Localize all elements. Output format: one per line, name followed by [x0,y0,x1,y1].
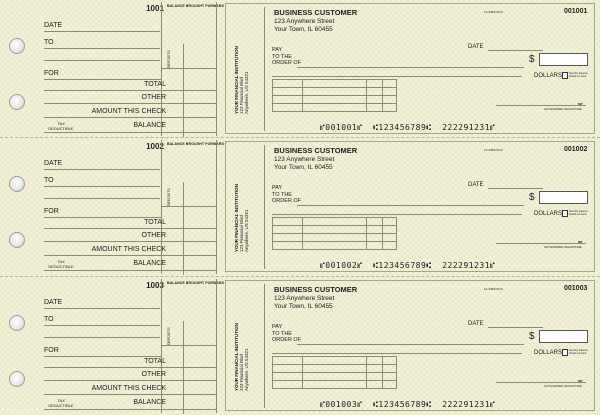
stub-date-line[interactable] [44,308,160,309]
stub-total-line [44,367,216,368]
balance-brought-forward-label: BALANCE BROUGHT FORWARD [167,142,225,146]
balance-brought-forward-label: BALANCE BROUGHT FORWARD [167,4,225,8]
mp-label: MP [578,240,583,244]
stub-for-label: FOR [44,347,59,354]
mp-label: MP [578,379,583,383]
tax-deductible-label: TAX DEDUCTIBLE [48,398,74,408]
check-date-line[interactable] [488,327,543,328]
customer-address: 123 Anywhere Street [274,156,335,163]
dollar-sign: $ [529,54,535,65]
binder-hole-icon [9,176,25,192]
amount-box[interactable] [539,330,588,343]
binder-hole-icon [9,232,25,248]
deposits-label: DEPOSITS [167,188,171,206]
stub-date-label: DATE [44,299,63,306]
pay-label: PAY [272,324,283,330]
binder-hole-icon [9,371,25,387]
routing-fraction: 12-3456/7210 [484,10,503,14]
pay-to-label [272,47,301,67]
bank-block [234,26,262,114]
payee-line[interactable] [297,205,524,206]
binder-hole-icon [9,38,25,54]
stub-balance-line [44,409,216,410]
stub-amount-line [44,117,216,118]
check-date-label: DATE [468,44,484,50]
dollars-label: DOLLARS [534,211,563,217]
micr-line: ⑈001001⑈ ⑆123456789⑆ 222291231⑈ [320,123,496,132]
stub-for-line[interactable] [44,79,161,80]
amount-words-line[interactable] [272,214,522,215]
stub-amount-label: AMOUNT THIS CHECK [91,108,166,115]
customer-city: Your Town, IL 60455 [274,303,333,310]
order-of-label: ORDER OF [272,337,302,343]
bank-city: Anywhere, US 54321 [244,348,249,391]
micr-line: ⑈001003⑈ ⑆123456789⑆ 222291231⑈ [320,400,496,409]
memo-grid [272,79,397,112]
deposits-label: DEPOSITS [167,50,171,68]
lock-icon [562,349,568,356]
check-date-line[interactable] [488,50,543,51]
deposits-line [161,345,216,346]
stub-number: 1001 [146,4,164,13]
payee-line[interactable] [297,344,524,345]
dollars-label: DOLLARS [534,73,563,79]
customer-city: Your Town, IL 60455 [274,26,333,33]
signature-line[interactable] [496,243,586,244]
stub-balance-label: BALANCE [133,399,166,406]
security-note: Security features. Details on back. [569,72,589,78]
deposits-label: DEPOSITS [167,327,171,345]
stub-divider [161,140,162,274]
stub-date-label: DATE [44,22,63,29]
stub-to-line[interactable] [44,48,160,49]
security-note: Security features. Details on back. [569,349,589,355]
stub-date-line[interactable] [44,169,160,170]
stub-divider [161,2,162,136]
check-date-label: DATE [468,182,484,188]
stub-other-line [44,380,216,381]
dollar-sign: $ [529,192,535,203]
stub-amount-line [44,394,216,395]
stub-for-line[interactable] [44,217,161,218]
stub-total-label: TOTAL [144,219,166,226]
customer-address: 123 Anywhere Street [274,18,335,25]
stub-for-line[interactable] [44,356,161,357]
order-of-label: ORDER OF [272,60,302,66]
check [225,141,595,272]
stub-balance-line [44,132,216,133]
check-left-rule [264,145,265,269]
stub-divider [216,279,217,413]
lock-icon [562,72,568,79]
stub-other-label: OTHER [141,94,166,101]
bank-block [234,164,262,252]
stub-balance-label: BALANCE [133,122,166,129]
stub-other-label: OTHER [141,232,166,239]
check-band [0,277,600,415]
stub-to-label: TO [44,177,54,184]
perforation-line [0,276,600,277]
stub-other-line [44,241,216,242]
tax-deductible-label: TAX DEDUCTIBLE [48,121,74,131]
bank-name: YOUR FINANCIAL INSTITUTION [234,184,239,252]
pay-label: PAY [272,47,283,53]
stub-amount-label: AMOUNT THIS CHECK [91,246,166,253]
stub-balance-line [44,270,216,271]
check-band [0,138,600,276]
customer-city: Your Town, IL 60455 [274,164,333,171]
stub-for-label: FOR [44,70,59,77]
check [225,3,595,134]
bank-city: Anywhere, US 54321 [244,209,249,252]
bank-city: Anywhere, US 54321 [244,71,249,114]
routing-fraction: 12-3456/7210 [484,287,503,291]
check-number: 001001 [564,8,588,15]
customer-name: BUSINESS CUSTOMER [274,146,358,155]
dollar-sign: $ [529,331,535,342]
stub-divider [216,140,217,274]
stub-date-label: DATE [44,160,63,167]
stub-to-line-2[interactable] [44,60,160,61]
perforation-line [0,137,600,138]
stub-to-line[interactable] [44,186,160,187]
stub-to-label: TO [44,39,54,46]
binder-hole-icon [9,315,25,331]
bank-name: YOUR FINANCIAL INSTITUTION [234,46,239,114]
bank-block [234,303,262,391]
micr-line: ⑈001002⑈ ⑆123456789⑆ 222291231⑈ [320,261,496,270]
stub-number: 1002 [146,142,164,151]
bank-info [234,46,249,114]
mp-label: MP [578,102,583,106]
customer-address: 123 Anywhere Street [274,295,335,302]
check-number: 001003 [564,285,588,292]
stub-date-line[interactable] [44,31,160,32]
lock-icon [562,210,568,217]
pay-label: PAY [272,185,283,191]
stub-divider [161,279,162,413]
check [225,280,595,411]
bank-info [234,184,249,252]
authorized-signature-label: AUTHORIZED SIGNATURE [544,384,582,388]
to-the-label: TO THE [272,191,292,198]
security-note: Security features. Details on back. [569,210,589,216]
check-date-line[interactable] [488,188,543,189]
stub-to-line[interactable] [44,325,160,326]
check-left-rule [264,284,265,408]
memo-grid [272,217,397,250]
customer-name: BUSINESS CUSTOMER [274,8,358,17]
stub-total-label: TOTAL [144,358,166,365]
check-date-label: DATE [468,321,484,327]
bank-address: 123 Financial Blvd [239,215,244,252]
dollars-label: DOLLARS [534,350,563,356]
check-stub [30,0,225,138]
authorized-signature-label: AUTHORIZED SIGNATURE [544,245,582,249]
deposits-line [161,68,216,69]
stub-other-line [44,103,216,104]
bank-info [234,323,249,391]
stub-total-label: TOTAL [144,81,166,88]
amount-box[interactable] [539,53,588,66]
stub-total-line [44,228,216,229]
memo-grid [272,356,397,389]
stub-number: 1003 [146,281,164,290]
stub-amount-label: AMOUNT THIS CHECK [91,385,166,392]
authorized-signature-label: AUTHORIZED SIGNATURE [544,107,582,111]
signature-line[interactable] [496,105,586,106]
stub-to-label: TO [44,316,54,323]
stub-total-line [44,90,216,91]
amount-words-line[interactable] [272,76,522,77]
stub-to-line-2[interactable] [44,337,160,338]
pay-to-label [272,324,301,344]
signature-line[interactable] [496,382,586,383]
routing-fraction: 12-3456/7210 [484,148,503,152]
deposits-line [161,206,216,207]
to-the-label: TO THE [272,330,292,337]
amount-words-line[interactable] [272,353,522,354]
stub-divider [216,2,217,136]
binder-hole-icon [9,94,25,110]
bank-name: YOUR FINANCIAL INSTITUTION [234,323,239,391]
check-band [0,0,600,138]
tax-deductible-label: TAX DEDUCTIBLE [48,259,74,269]
bank-address: 123 Financial Blvd [239,77,244,114]
check-stub [30,277,225,415]
bank-address: 123 Financial Blvd [239,354,244,391]
check-left-rule [264,7,265,131]
check-number: 001002 [564,146,588,153]
stub-balance-label: BALANCE [133,260,166,267]
stub-other-label: OTHER [141,371,166,378]
pay-to-label [272,185,301,205]
stub-to-line-2[interactable] [44,198,160,199]
stub-for-label: FOR [44,208,59,215]
balance-brought-forward-label: BALANCE BROUGHT FORWARD [167,281,225,285]
payee-line[interactable] [297,67,524,68]
customer-name: BUSINESS CUSTOMER [274,285,358,294]
order-of-label: ORDER OF [272,198,302,204]
check-stub [30,138,225,276]
amount-box[interactable] [539,191,588,204]
stub-amount-line [44,255,216,256]
to-the-label: TO THE [272,53,292,60]
